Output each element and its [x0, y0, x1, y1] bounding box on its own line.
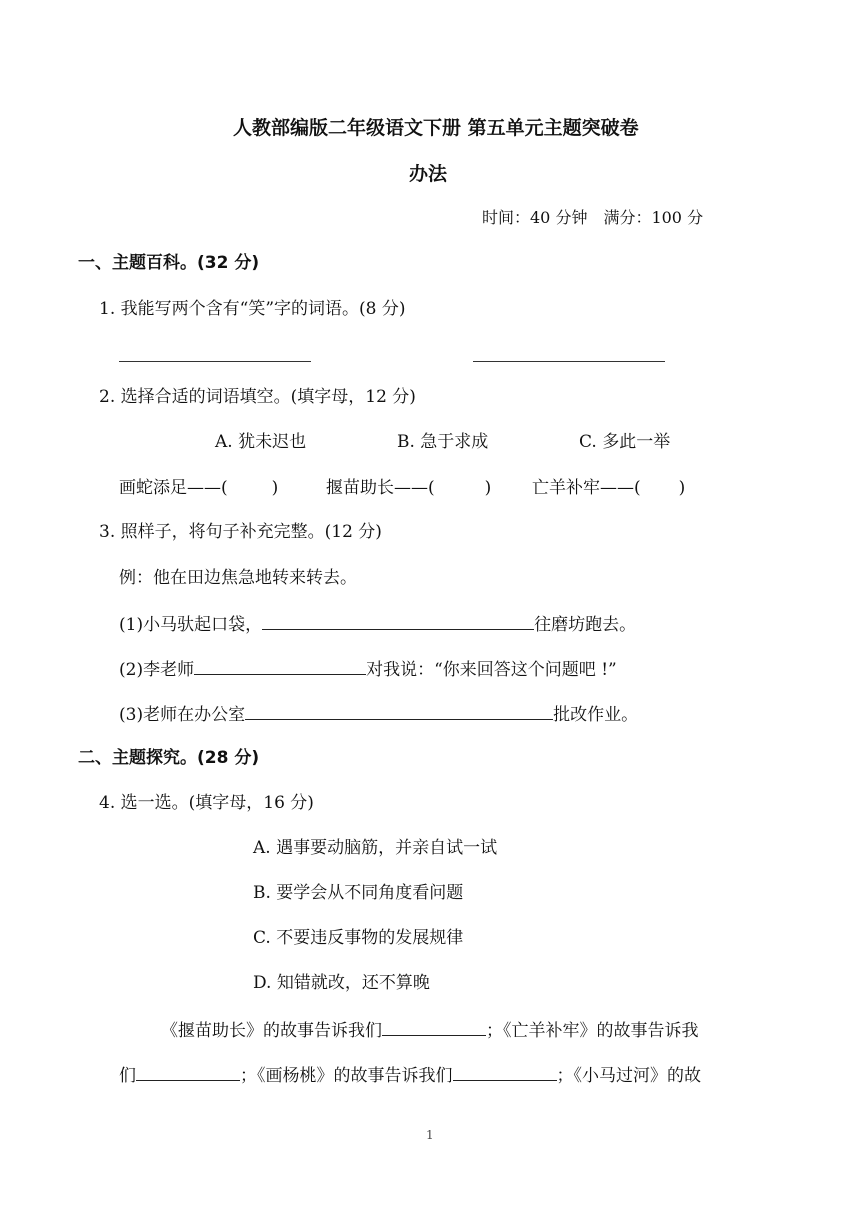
- option-b: B. 急于求成: [397, 432, 489, 452]
- paragraph-1-part-a: 《揠苗助长》的故事告诉我们: [161, 1021, 382, 1041]
- document-title: 人教部编版二年级语文下册 第五单元主题突破卷: [233, 117, 639, 139]
- fill-item-2-close: ): [484, 478, 492, 498]
- sentence-1-start: (1)小马驮起口袋，: [119, 615, 263, 635]
- fill-item-2-label: 揠苗助长——(: [326, 478, 435, 498]
- sentence-1: [119, 611, 636, 637]
- section-heading-2: 二、主题探究。(28 分): [78, 748, 260, 768]
- choice-a: A. 遇事要动脑筋，并亲自试一试: [253, 838, 498, 858]
- paragraph-2-part-b: ；《画杨桃》的故事告诉我们: [240, 1066, 453, 1086]
- fill-item-1-close: ): [271, 478, 279, 498]
- question-2: 2. 选择合适的词语填空。(填字母，12 分): [99, 387, 416, 407]
- sentence-3-blank[interactable]: [245, 701, 553, 720]
- fill-item-1-label: 画蛇添足——(: [119, 478, 228, 498]
- sentence-2-start: (2)李老师: [119, 660, 195, 680]
- paragraph-line-1: [161, 1017, 699, 1043]
- fill-item-1: [119, 476, 278, 500]
- answer-line-1[interactable]: [119, 361, 311, 362]
- example-sentence: 例：他在田边焦急地转来转去。: [119, 568, 357, 588]
- paragraph-line-2: [119, 1062, 701, 1088]
- answer-line-2[interactable]: [473, 361, 665, 362]
- sentence-3: [119, 701, 638, 727]
- fill-item-3: [532, 476, 685, 500]
- paragraph-1-part-b: ；《亡羊补牢》的故事告诉我: [486, 1021, 699, 1041]
- document-subtitle: 办法: [409, 163, 448, 185]
- option-a: A. 犹未迟也: [215, 432, 307, 452]
- sentence-1-blank[interactable]: [262, 611, 534, 630]
- section-heading-1: 一、主题百科。(32 分): [78, 253, 260, 273]
- choice-d: D. 知错就改，还不算晚: [253, 973, 430, 993]
- sentence-2: [119, 656, 617, 682]
- page-number: 1: [426, 1128, 434, 1142]
- sentence-2-blank[interactable]: [194, 656, 366, 675]
- fill-item-3-close: ): [678, 478, 686, 498]
- paragraph-2-part-c: ；《小马过河》的故: [556, 1066, 701, 1086]
- paragraph-blank-3[interactable]: [453, 1062, 557, 1081]
- choice-c: C. 不要违反事物的发展规律: [253, 928, 464, 948]
- paragraph-2-part-a: 们: [119, 1066, 136, 1086]
- fill-item-2: [326, 476, 491, 500]
- question-1: 1. 我能写两个含有“笑”字的词语。(8 分): [99, 299, 406, 319]
- sentence-2-end: 对我说：“你来回答这个问题吧 !”: [366, 660, 617, 680]
- sentence-1-end: 往磨坊跑去。: [534, 615, 637, 635]
- sentence-3-end: 批改作业。: [553, 705, 639, 725]
- paragraph-blank-1[interactable]: [382, 1017, 486, 1036]
- fill-item-3-label: 亡羊补牢——(: [532, 478, 641, 498]
- exam-meta: 时间：40 分钟 满分：100 分: [482, 208, 704, 227]
- paragraph-blank-2[interactable]: [136, 1062, 240, 1081]
- sentence-3-start: (3)老师在办公室: [119, 705, 246, 725]
- question-3: 3. 照样子，将句子补充完整。(12 分): [99, 522, 382, 542]
- choice-b: B. 要学会从不同角度看问题: [253, 883, 464, 903]
- question-4: 4. 选一选。(填字母，16 分): [99, 793, 314, 813]
- option-c: C. 多此一举: [579, 432, 671, 452]
